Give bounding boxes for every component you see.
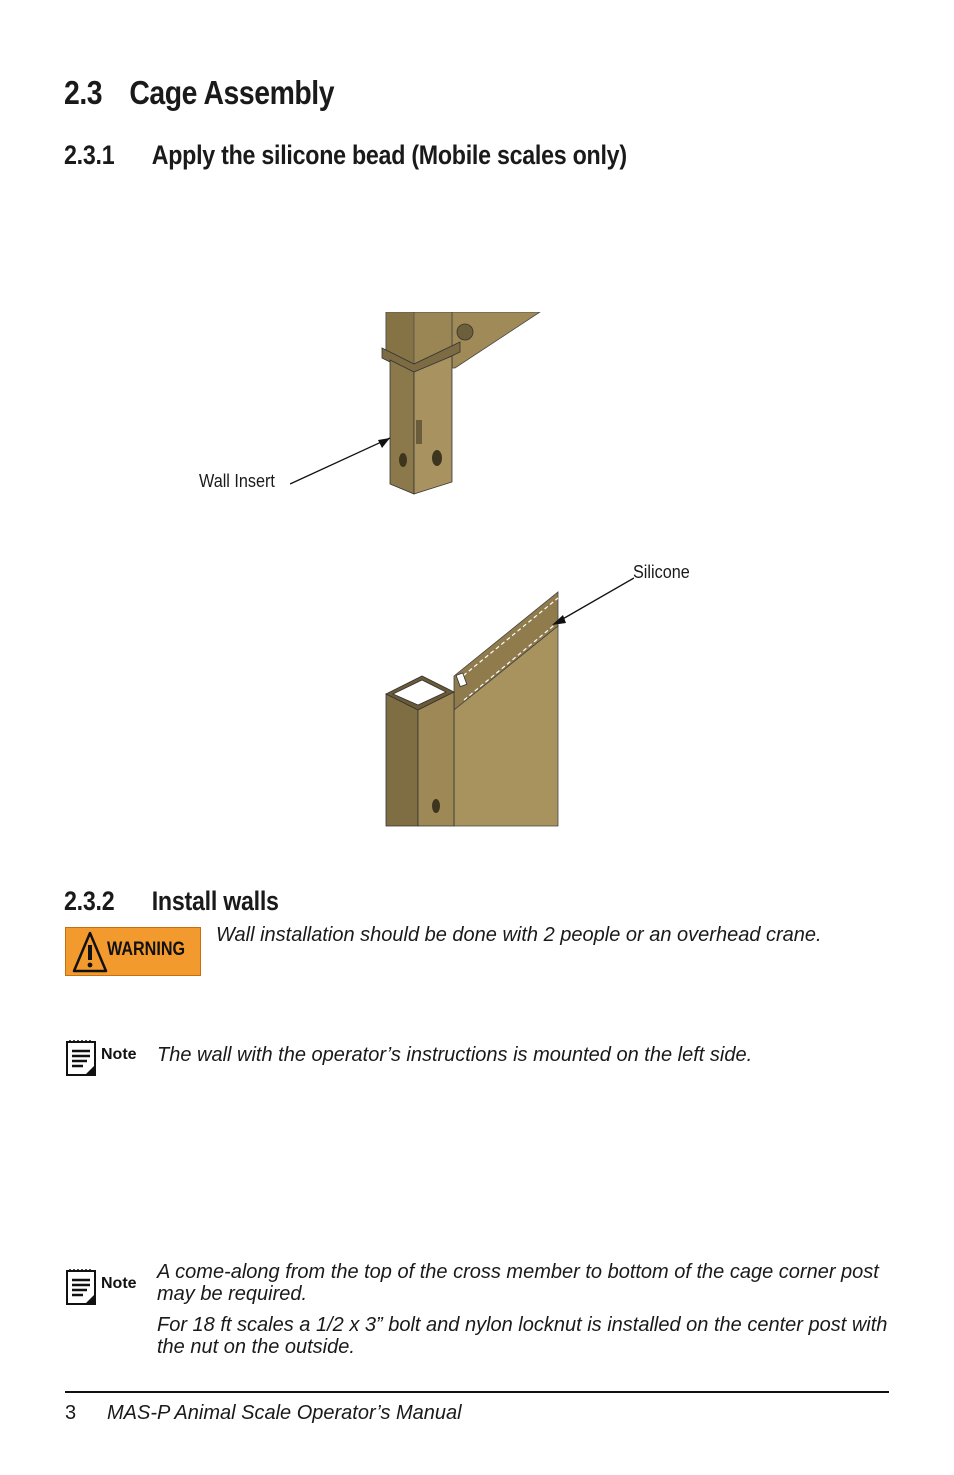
warning-text: Wall installation should be done with 2 people or an overhead crane. <box>216 924 822 946</box>
note-text-1: The wall with the operator’s instructions is mounted on the left side. <box>157 1044 753 1066</box>
footer-rule <box>65 1391 889 1393</box>
section-heading <box>64 74 334 112</box>
note-badge-1 <box>65 1038 145 1078</box>
silicone-callout: Silicone <box>633 562 690 582</box>
note-label-2: Note <box>101 1275 137 1292</box>
warning-label: WARNING <box>107 939 186 960</box>
section-title: Cage Assembly <box>129 74 335 111</box>
subsection-title-2: Install walls <box>151 886 279 916</box>
notepad-icon <box>65 1267 99 1307</box>
warning-badge <box>65 927 201 976</box>
subsection-title-1: Apply the silicone bead (Mobile scales only) <box>151 140 627 170</box>
section-number: 2.3 <box>64 74 103 111</box>
note-badge-2 <box>65 1267 145 1307</box>
warning-triangle-icon <box>72 931 108 973</box>
notepad-icon <box>65 1038 99 1078</box>
subsection-number-1: 2.3.1 <box>64 140 115 170</box>
note-text-2a: A come-along from the top of the cross member to bottom of the cage corner post may be required. <box>157 1261 879 1305</box>
note-label-1: Note <box>101 1046 137 1063</box>
note-text-2b: For 18 ft scales a 1/2 x 3” bolt and nylon locknut is installed on the center post with the nut on the outside. <box>157 1314 888 1358</box>
silicone-figure <box>384 574 634 828</box>
subsection-heading-2 <box>64 886 279 917</box>
page-number: 3 <box>65 1402 77 1424</box>
subsection-number-2: 2.3.2 <box>64 886 115 916</box>
subsection-heading-1 <box>64 140 627 171</box>
footer-title: MAS-P Animal Scale Operator’s Manual <box>107 1402 462 1424</box>
wall-insert-callout: Wall Insert <box>199 471 275 491</box>
wall-insert-figure <box>290 312 550 497</box>
